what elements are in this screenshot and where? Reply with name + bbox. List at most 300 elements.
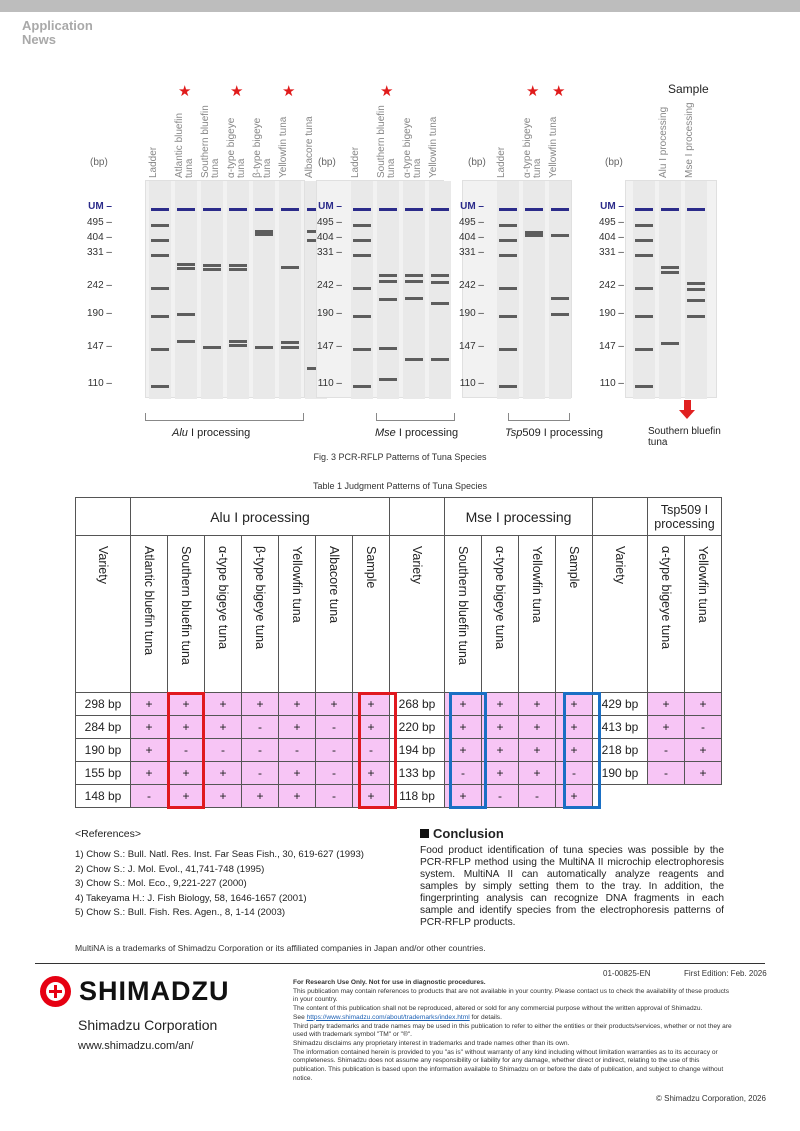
lane-label: Southern bluefin tuna (200, 105, 221, 178)
judgment-cell: + (353, 785, 390, 808)
dna-band (151, 254, 169, 257)
dna-band (255, 233, 273, 236)
judgment-cell: - (131, 785, 168, 808)
corporation-name: Shimadzu Corporation (78, 1017, 218, 1033)
dna-band (431, 208, 449, 211)
marker-label: 190 – (86, 308, 112, 319)
fragment-size-cell: 284 bp (76, 716, 131, 739)
dna-band (635, 287, 653, 290)
dna-band (229, 208, 247, 211)
dna-band (687, 288, 705, 291)
fragment-size-cell: 218 bp (593, 739, 648, 762)
blank-cell (685, 785, 722, 808)
dna-band (177, 267, 195, 270)
group-tsp-header: Tsp509 I processing (648, 498, 722, 536)
table-caption: Table 1 Judgment Patterns of Tuna Species (312, 481, 488, 491)
judgment-cell: - (445, 762, 482, 785)
shimadzu-logo-icon (40, 976, 71, 1007)
gel-lane (497, 181, 519, 399)
dna-band (431, 358, 449, 361)
judgment-cell: - (279, 739, 316, 762)
dna-band (405, 208, 423, 211)
dna-band (151, 239, 169, 242)
column-header: Albacore tuna (316, 536, 353, 693)
marker-label: UM – (600, 201, 624, 212)
judgment-cell: + (556, 739, 593, 762)
footer-divider (35, 963, 765, 964)
column-header: α-type bigeye tuna (482, 536, 519, 693)
trademark-note: MultiNA is a trademarks of Shimadzu Corporation or its affiliated companies in Japan and/or other countries. (75, 943, 486, 953)
fragment-size-cell: 190 bp (76, 739, 131, 762)
judgment-cell: + (648, 693, 685, 716)
judgment-cell: + (482, 762, 519, 785)
dna-band (255, 208, 273, 211)
dna-band (405, 274, 423, 277)
marker-label: 110 – (317, 378, 342, 389)
marker-label: 242 – (458, 280, 484, 291)
lane-label: Alu I processing (658, 106, 669, 178)
fragment-size-cell: 220 bp (390, 716, 445, 739)
dna-band (405, 297, 423, 300)
judgment-cell: - (242, 762, 279, 785)
gel-lane (633, 181, 655, 399)
column-header: Variety (390, 536, 445, 693)
judgment-cell: - (353, 739, 390, 762)
judgment-cell: + (131, 716, 168, 739)
star-icon: ★ (282, 83, 296, 100)
judgment-table (75, 497, 722, 808)
marker-label: 242 – (316, 280, 342, 291)
judgment-cell: + (279, 716, 316, 739)
dna-band (151, 224, 169, 227)
judgment-cell: - (482, 785, 519, 808)
judgment-cell: + (205, 762, 242, 785)
judgment-cell: - (242, 739, 279, 762)
fragment-size-cell: 133 bp (390, 762, 445, 785)
dna-band (635, 208, 653, 211)
column-header: Yellowfin tuna (685, 536, 722, 693)
bp-unit-label: (bp) (90, 157, 108, 168)
dna-band (281, 208, 299, 211)
gel-lane (429, 181, 451, 399)
marker-label: 404 – (316, 232, 342, 243)
bp-unit-label: (bp) (605, 157, 623, 168)
dna-band (525, 234, 543, 237)
marker-label: 147 – (458, 341, 484, 352)
dna-band (379, 378, 397, 381)
references-heading: <References> (75, 828, 141, 840)
marker-label: UM – (318, 201, 342, 212)
judgment-cell: + (519, 716, 556, 739)
table-row (76, 739, 722, 762)
marker-label: 331 – (598, 247, 624, 258)
fragment-size-cell: 194 bp (390, 739, 445, 762)
dna-band (203, 346, 221, 349)
reference-item: 1) Chow S.: Bull. Natl. Res. Inst. Far Seas Fish., 30, 619-627 (1993) (75, 849, 365, 860)
dna-band (525, 208, 543, 211)
judgment-cell: + (482, 693, 519, 716)
copyright: © Shimadzu Corporation, 2026 (656, 1094, 766, 1103)
dna-band (229, 268, 247, 271)
dna-band (229, 264, 247, 267)
judgment-cell: - (316, 785, 353, 808)
gel-panel (145, 180, 305, 398)
dna-band (635, 385, 653, 388)
table-row (76, 716, 722, 739)
judgment-cell: + (279, 693, 316, 716)
lane-label: Southern bluefin tuna (376, 105, 397, 178)
group-alu-header: Alu I processing (131, 498, 390, 536)
judgment-cell: + (205, 693, 242, 716)
dna-band (353, 287, 371, 290)
marker-label: 495 – (458, 217, 484, 228)
star-icon: ★ (526, 83, 540, 100)
dna-band (203, 268, 221, 271)
judgment-cell: + (482, 716, 519, 739)
processing-label: Alu I processing (172, 427, 251, 439)
marker-label: 110 – (87, 378, 112, 389)
blank-cell (593, 498, 648, 536)
judgment-cell: - (205, 739, 242, 762)
dna-band (405, 280, 423, 283)
marker-label: 190 – (316, 308, 342, 319)
gel-lane (351, 181, 373, 399)
marker-label: 404 – (86, 232, 112, 243)
lane-bracket (145, 413, 304, 421)
lane-label: Ladder (350, 146, 361, 178)
judgment-cell: + (316, 693, 353, 716)
lane-label: Yellowfin tuna (278, 116, 289, 178)
dna-band (203, 208, 221, 211)
dna-band (379, 208, 397, 211)
dna-band (151, 287, 169, 290)
application-news-title: Application News (22, 18, 93, 47)
judgment-cell: + (168, 785, 205, 808)
judgment-cell: + (556, 716, 593, 739)
dna-band (635, 224, 653, 227)
marker-label: 147 – (316, 341, 342, 352)
blank-cell (593, 785, 648, 808)
result-label: Southern bluefin tuna (648, 426, 721, 448)
judgment-cell: + (648, 716, 685, 739)
dna-band (151, 315, 169, 318)
table-row (76, 785, 722, 808)
dna-band (635, 315, 653, 318)
lane-bracket (376, 413, 455, 421)
dna-band (499, 385, 517, 388)
dna-band (177, 313, 195, 316)
judgment-cell: + (131, 762, 168, 785)
edition-date: First Edition: Feb. 2026 (684, 969, 767, 978)
fragment-size-cell: 413 bp (593, 716, 648, 739)
column-header: Sample (353, 536, 390, 693)
column-header: Variety (76, 536, 131, 693)
fragment-size-cell: 268 bp (390, 693, 445, 716)
blank-cell (390, 498, 445, 536)
reference-item: 2) Chow S.: J. Mol. Evol., 41,741-748 (1995) (75, 863, 265, 875)
judgment-cell: + (482, 739, 519, 762)
gel-lane (659, 181, 681, 399)
judgment-cell: + (205, 716, 242, 739)
judgment-cell: + (445, 693, 482, 716)
lane-label: Mse I processing (684, 102, 695, 178)
marker-label: 110 – (599, 378, 624, 389)
lane-label: β-type bigeye tuna (252, 117, 273, 178)
gel-lane (149, 181, 171, 399)
fragment-size-cell: 118 bp (390, 785, 445, 808)
blank-cell (648, 785, 685, 808)
column-header: Variety (593, 536, 648, 693)
column-header: β-type bigeye tuna (242, 536, 279, 693)
marker-label: 331 – (458, 247, 484, 258)
disclaimer: For Research Use Only. Not for use in diagnostic procedures. This publication may contain references to products that are not available in your country. Please contact us to check the availability of these products in your country. The content of this publication shall not be reproduced, altered or sold for any commercial purpose without the written approval of Shimadzu. See https://www.shimadzu.com/about/trademarks/index.html for details. Third party trademarks and trade names may be used in this publication to refer to either the entities or their products/services, whether or not they are used with trademark symbol "TM" or "®". Shimadzu disclaims any proprietary interest in trademarks and trade names other than its own. The information contained herein is provided to you "as is" without warranty of any kind including without limitation warranties as to its accuracy or completeness. Shimadzu does not assume any responsibility or liability for any damage, whether direct or indirect, relating to the use of this publication. This publication is based upon the information available to Shimadzu on or before the date of publication, and subject to change without notice. (293, 979, 732, 1082)
judgment-cell: + (168, 693, 205, 716)
dna-band (379, 298, 397, 301)
dna-band (353, 315, 371, 318)
judgment-cell: + (242, 785, 279, 808)
dna-band (281, 346, 299, 349)
dna-band (151, 385, 169, 388)
shimadzu-logo (40, 975, 230, 1007)
judgment-cell: + (131, 693, 168, 716)
dna-band (281, 341, 299, 344)
dna-band (499, 348, 517, 351)
dna-band (353, 224, 371, 227)
gel-panel (625, 180, 717, 398)
gel-lane (377, 181, 399, 399)
gel-lane (175, 181, 197, 399)
dna-band (229, 344, 247, 347)
dna-band (687, 299, 705, 302)
judgment-cell: - (316, 739, 353, 762)
dna-band (687, 315, 705, 318)
judgment-cell: - (685, 716, 722, 739)
gel-lane (201, 181, 223, 399)
conclusion (420, 826, 724, 929)
star-icon: ★ (178, 83, 192, 100)
reference-item: 5) Chow S.: Bull. Fish. Res. Agen., 8, 1-14 (2003) (75, 907, 286, 918)
dna-band (405, 358, 423, 361)
marker-label: 495 – (86, 217, 112, 228)
judgment-cell: + (353, 762, 390, 785)
star-icon: ★ (380, 83, 394, 100)
judgment-cell: - (519, 785, 556, 808)
table-row (76, 762, 722, 785)
star-icon: ★ (230, 83, 244, 100)
dna-band (255, 346, 273, 349)
judgment-cell: + (445, 716, 482, 739)
judgment-cell: + (353, 716, 390, 739)
judgment-cell: + (168, 762, 205, 785)
square-bullet-icon (420, 829, 429, 838)
lane-label: Atlantic bluefin tuna (174, 112, 195, 178)
gel-lane (403, 181, 425, 399)
bp-unit-label: (bp) (468, 157, 486, 168)
judgment-cell: - (316, 716, 353, 739)
dna-band (661, 271, 679, 274)
corporate-url[interactable]: www.shimadzu.com/an/ (78, 1040, 194, 1052)
dna-band (661, 208, 679, 211)
marker-label: UM – (88, 201, 112, 212)
marker-label: 147 – (86, 341, 112, 352)
dna-band (177, 208, 195, 211)
judgment-cell: - (648, 739, 685, 762)
lane-bracket (508, 413, 570, 421)
gel-lane (279, 181, 301, 399)
judgment-cell: + (556, 785, 593, 808)
group-mse-header: Mse I processing (445, 498, 593, 536)
marker-label: 242 – (86, 280, 112, 291)
judgment-cell: + (131, 739, 168, 762)
figure-caption: Fig. 3 PCR-RFLP Patterns of Tuna Species (313, 452, 487, 462)
judgment-cell: + (556, 693, 593, 716)
dna-band (431, 274, 449, 277)
column-header: α-type bigeye tuna (205, 536, 242, 693)
references (75, 827, 405, 921)
dna-band (353, 208, 371, 211)
star-icon: ★ (552, 83, 566, 100)
dna-band (499, 208, 517, 211)
lane-label: Ladder (148, 146, 159, 178)
marker-label: 190 – (598, 308, 624, 319)
marker-label: 404 – (458, 232, 484, 243)
judgment-cell: + (519, 739, 556, 762)
dna-band (353, 348, 371, 351)
lane-label: Ladder (496, 146, 507, 178)
judgment-cell: - (556, 762, 593, 785)
dna-band (499, 254, 517, 257)
sample-heading: Sample (668, 82, 709, 96)
judgment-cell: + (685, 739, 722, 762)
marker-label: 110 – (459, 378, 484, 389)
dna-band (661, 342, 679, 345)
lane-label: Yellowfin tuna (428, 116, 439, 178)
judgment-cell: + (168, 716, 205, 739)
processing-label: Mse I processing (375, 427, 459, 439)
gel-figure (0, 0, 800, 470)
column-header: α-type bigeye tuna (648, 536, 685, 693)
column-header: Sample (556, 536, 593, 693)
dna-band (431, 281, 449, 284)
reference-item: 4) Takeyama H.: J. Fish Biology, 58, 1646-1657 (2001) (75, 892, 307, 904)
judgment-cell: + (445, 785, 482, 808)
dna-band (379, 274, 397, 277)
marker-label: 331 – (316, 247, 342, 258)
dna-band (379, 347, 397, 350)
fragment-size-cell: 429 bp (593, 693, 648, 716)
dna-band (353, 385, 371, 388)
dna-band (499, 287, 517, 290)
lane-label: α-type bigeye tuna (226, 117, 247, 178)
marker-label: UM – (460, 201, 484, 212)
gel-lane (253, 181, 275, 399)
marker-label: 404 – (598, 232, 624, 243)
column-header: Southern bluefin tuna (168, 536, 205, 693)
dna-band (661, 266, 679, 269)
judgment-cell: - (316, 762, 353, 785)
judgment-cell: + (685, 693, 722, 716)
lane-label: Albacore tuna (304, 116, 315, 178)
dna-band (499, 224, 517, 227)
gel-lane (227, 181, 249, 399)
marker-label: 190 – (458, 308, 484, 319)
dna-band (635, 348, 653, 351)
judgment-cell: + (519, 693, 556, 716)
judgment-cell: + (205, 785, 242, 808)
fragment-size-cell: 190 bp (593, 762, 648, 785)
dna-band (353, 239, 371, 242)
dna-band (229, 340, 247, 343)
table-row (76, 693, 722, 716)
conclusion-heading: Conclusion (420, 826, 724, 841)
dna-band (551, 234, 569, 237)
dna-band (151, 348, 169, 351)
column-header: Yellowfin tuna (279, 536, 316, 693)
gel-lane (523, 181, 545, 399)
dna-band (177, 263, 195, 266)
marker-label: 495 – (316, 217, 342, 228)
judgment-cell: + (353, 693, 390, 716)
judgment-cell: - (242, 716, 279, 739)
column-header: Yellowfin tuna (519, 536, 556, 693)
dna-band (499, 239, 517, 242)
judgment-cell: + (242, 693, 279, 716)
dna-band (177, 340, 195, 343)
fragment-size-cell: 155 bp (76, 762, 131, 785)
dna-band (551, 297, 569, 300)
lane-label: α-type bigeye tuna (402, 117, 423, 178)
gel-lane (685, 181, 707, 399)
judgment-cell: + (685, 762, 722, 785)
dna-band (281, 266, 299, 269)
conclusion-text: Food product identification of tuna species was possible by the PCR-RFLP method using the MultiNA II microchip electrophoresis system. MultiNA II can automatically analyze reagents and samples by simply setting them to the tray. In addition, the fingerprinting analysis can recognize DNA fragments in each sample and identify species from the electrophoresis patterns of PCR-RFLP products. (420, 845, 724, 928)
processing-label: Tsp509 I processing (505, 427, 604, 439)
judgment-cell: + (519, 762, 556, 785)
marker-label: 495 – (598, 217, 624, 228)
dna-band (499, 315, 517, 318)
blank-cell (76, 498, 131, 536)
judgment-cell: - (168, 739, 205, 762)
marker-label: 331 – (86, 247, 112, 258)
marker-label: 242 – (598, 280, 624, 291)
fragment-size-cell: 298 bp (76, 693, 131, 716)
gel-lane (549, 181, 571, 399)
dna-band (687, 208, 705, 211)
dna-band (379, 280, 397, 283)
lane-label: Yellowfin tuna (548, 116, 559, 178)
column-header: Atlantic bluefin tuna (131, 536, 168, 693)
dna-band (353, 254, 371, 257)
reference-item: 3) Chow S.: Mol. Eco., 9,221-227 (2000) (75, 878, 247, 889)
dna-band (687, 282, 705, 285)
dna-band (635, 254, 653, 257)
fragment-size-cell: 148 bp (76, 785, 131, 808)
lane-label: α-type bigeye tuna (522, 117, 543, 178)
dna-band (431, 302, 449, 305)
judgment-cell: + (279, 762, 316, 785)
dna-band (151, 208, 169, 211)
references-list (75, 848, 405, 921)
column-header: Southern bluefin tuna (445, 536, 482, 693)
trademarks-link[interactable]: https://www.shimadzu.com/about/trademarks/index.html (306, 1013, 470, 1021)
dna-band (203, 264, 221, 267)
marker-label: 147 – (598, 341, 624, 352)
dna-band (551, 313, 569, 316)
dna-band (551, 208, 569, 211)
judgment-cell: + (279, 785, 316, 808)
bp-unit-label: (bp) (318, 157, 336, 168)
dna-band (635, 239, 653, 242)
